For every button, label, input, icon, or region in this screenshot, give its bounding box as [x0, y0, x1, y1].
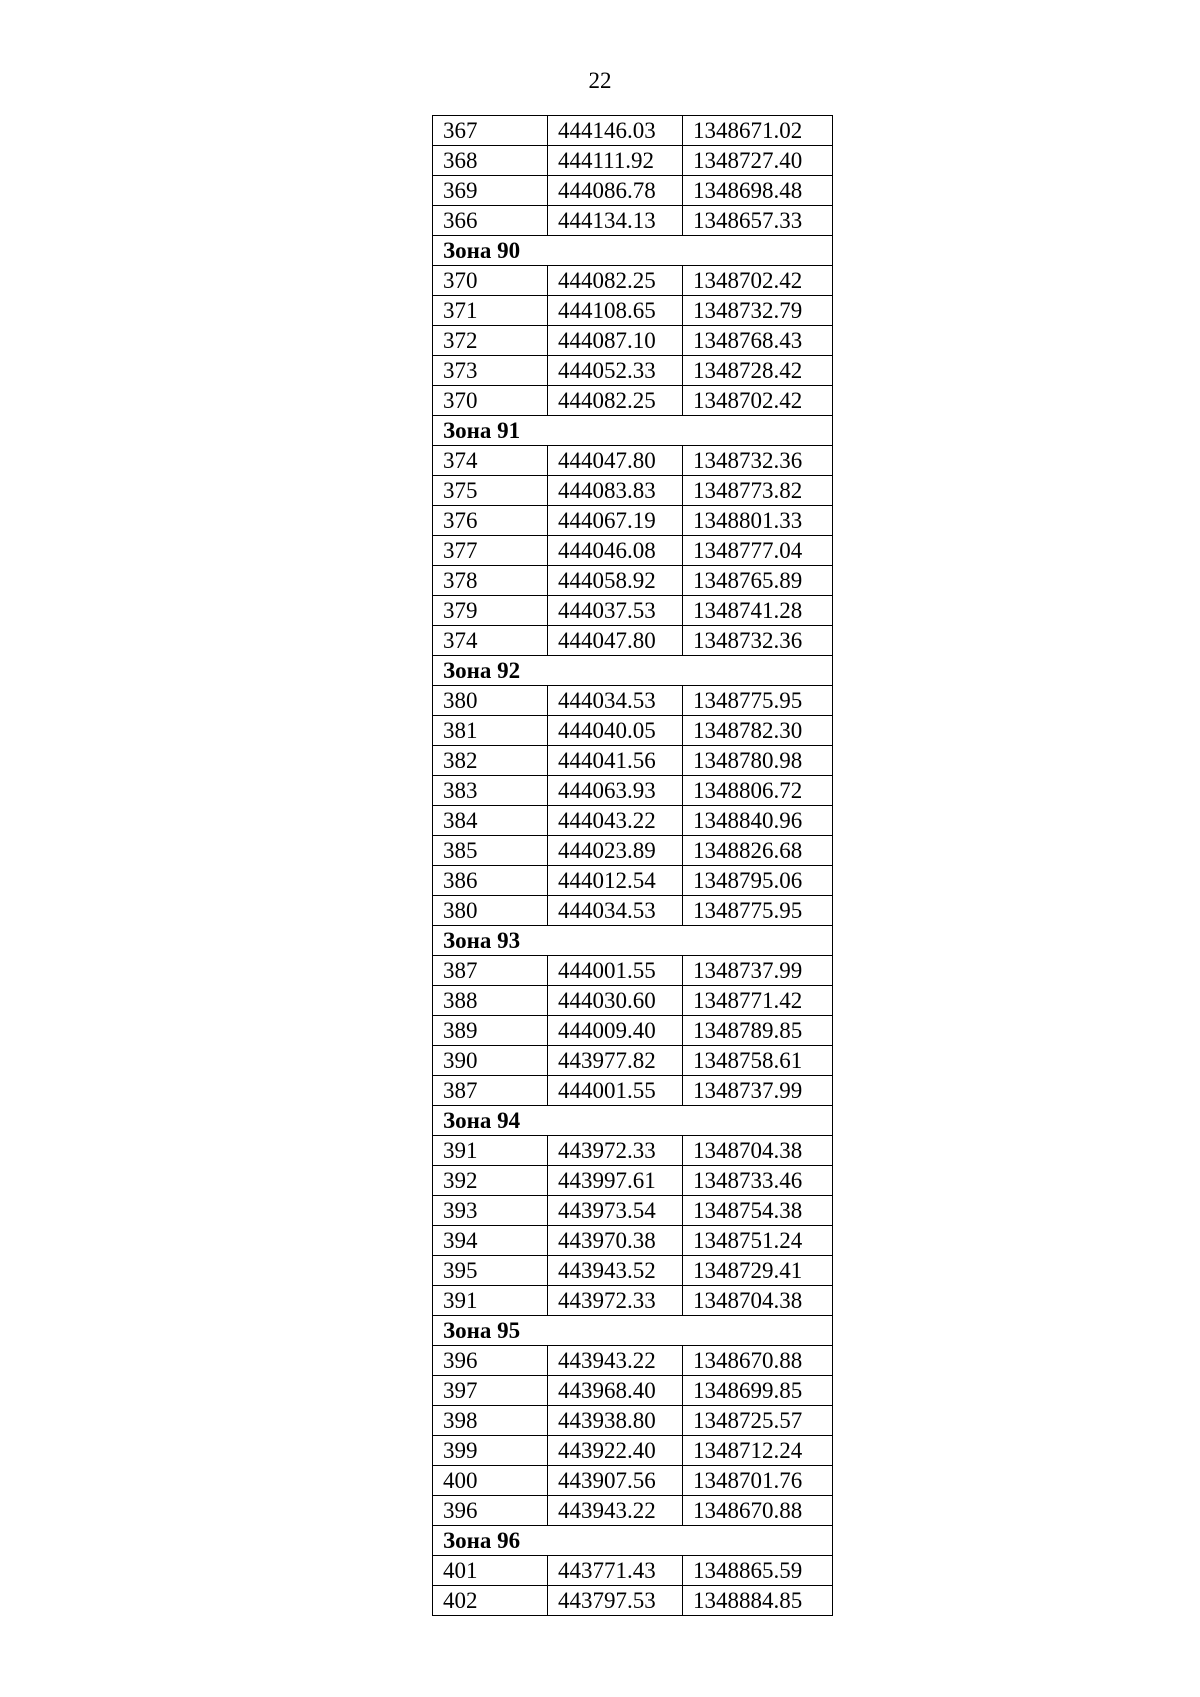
- x-coordinate-cell: 444047.80: [548, 446, 683, 476]
- zone-label: Зона 92: [433, 656, 833, 686]
- y-coordinate-cell: 1348701.76: [683, 1466, 833, 1496]
- y-coordinate-cell: 1348737.99: [683, 956, 833, 986]
- point-number-cell: 380: [433, 686, 548, 716]
- y-coordinate-cell: 1348789.85: [683, 1016, 833, 1046]
- x-coordinate-cell: 443938.80: [548, 1406, 683, 1436]
- x-coordinate-cell: 444067.19: [548, 506, 683, 536]
- point-number-cell: 402: [433, 1586, 548, 1616]
- y-coordinate-cell: 1348702.42: [683, 266, 833, 296]
- table-row: [433, 806, 833, 836]
- x-coordinate-cell: 443970.38: [548, 1226, 683, 1256]
- table-row: [433, 536, 833, 566]
- point-number-cell: 367: [433, 116, 548, 146]
- x-coordinate-cell: 444087.10: [548, 326, 683, 356]
- y-coordinate-cell: 1348775.95: [683, 896, 833, 926]
- y-coordinate-cell: 1348865.59: [683, 1556, 833, 1586]
- table-row: [433, 146, 833, 176]
- x-coordinate-cell: 443771.43: [548, 1556, 683, 1586]
- table-row: [433, 176, 833, 206]
- table-row: [433, 866, 833, 896]
- zone-header-row: [433, 416, 833, 446]
- point-number-cell: 371: [433, 296, 548, 326]
- table-row: [433, 746, 833, 776]
- y-coordinate-cell: 1348733.46: [683, 1166, 833, 1196]
- y-coordinate-cell: 1348671.02: [683, 116, 833, 146]
- point-number-cell: 399: [433, 1436, 548, 1466]
- table-row: [433, 296, 833, 326]
- zone-label: Зона 93: [433, 926, 833, 956]
- y-coordinate-cell: 1348699.85: [683, 1376, 833, 1406]
- x-coordinate-cell: 443797.53: [548, 1586, 683, 1616]
- table-row: [433, 686, 833, 716]
- table-row: [433, 1196, 833, 1226]
- point-number-cell: 391: [433, 1286, 548, 1316]
- x-coordinate-cell: 443943.22: [548, 1496, 683, 1526]
- y-coordinate-cell: 1348732.36: [683, 626, 833, 656]
- y-coordinate-cell: 1348775.95: [683, 686, 833, 716]
- point-number-cell: 396: [433, 1346, 548, 1376]
- y-coordinate-cell: 1348771.42: [683, 986, 833, 1016]
- x-coordinate-cell: 443973.54: [548, 1196, 683, 1226]
- point-number-cell: 374: [433, 446, 548, 476]
- x-coordinate-cell: 444082.25: [548, 266, 683, 296]
- y-coordinate-cell: 1348782.30: [683, 716, 833, 746]
- point-number-cell: 389: [433, 1016, 548, 1046]
- y-coordinate-cell: 1348732.36: [683, 446, 833, 476]
- y-coordinate-cell: 1348773.82: [683, 476, 833, 506]
- x-coordinate-cell: 444111.92: [548, 146, 683, 176]
- table-row: [433, 1136, 833, 1166]
- point-number-cell: 370: [433, 386, 548, 416]
- y-coordinate-cell: 1348884.85: [683, 1586, 833, 1616]
- table-row: [433, 566, 833, 596]
- point-number-cell: 387: [433, 956, 548, 986]
- x-coordinate-cell: 444047.80: [548, 626, 683, 656]
- x-coordinate-cell: 444030.60: [548, 986, 683, 1016]
- zone-label: Зона 90: [433, 236, 833, 266]
- x-coordinate-cell: 444034.53: [548, 896, 683, 926]
- y-coordinate-cell: 1348768.43: [683, 326, 833, 356]
- x-coordinate-cell: 444034.53: [548, 686, 683, 716]
- coordinates-table: [432, 115, 833, 1616]
- zone-label: Зона 91: [433, 416, 833, 446]
- y-coordinate-cell: 1348826.68: [683, 836, 833, 866]
- table-row: [433, 596, 833, 626]
- x-coordinate-cell: 444146.03: [548, 116, 683, 146]
- point-number-cell: 388: [433, 986, 548, 1016]
- y-coordinate-cell: 1348741.28: [683, 596, 833, 626]
- point-number-cell: 380: [433, 896, 548, 926]
- point-number-cell: 382: [433, 746, 548, 776]
- table-row: [433, 1076, 833, 1106]
- zone-header-row: [433, 1526, 833, 1556]
- x-coordinate-cell: 444023.89: [548, 836, 683, 866]
- table-row: [433, 1256, 833, 1286]
- y-coordinate-cell: 1348765.89: [683, 566, 833, 596]
- table-row: [433, 716, 833, 746]
- point-number-cell: 370: [433, 266, 548, 296]
- point-number-cell: 378: [433, 566, 548, 596]
- point-number-cell: 372: [433, 326, 548, 356]
- y-coordinate-cell: 1348780.98: [683, 746, 833, 776]
- point-number-cell: 381: [433, 716, 548, 746]
- y-coordinate-cell: 1348704.38: [683, 1286, 833, 1316]
- x-coordinate-cell: 444043.22: [548, 806, 683, 836]
- y-coordinate-cell: 1348737.99: [683, 1076, 833, 1106]
- table-row: [433, 1406, 833, 1436]
- y-coordinate-cell: 1348777.04: [683, 536, 833, 566]
- x-coordinate-cell: 444063.93: [548, 776, 683, 806]
- point-number-cell: 401: [433, 1556, 548, 1586]
- y-coordinate-cell: 1348657.33: [683, 206, 833, 236]
- zone-label: Зона 96: [433, 1526, 833, 1556]
- y-coordinate-cell: 1348702.42: [683, 386, 833, 416]
- zone-header-row: [433, 926, 833, 956]
- point-number-cell: 366: [433, 206, 548, 236]
- table-row: [433, 506, 833, 536]
- table-row: [433, 986, 833, 1016]
- table-row: [433, 1496, 833, 1526]
- x-coordinate-cell: 444001.55: [548, 956, 683, 986]
- point-number-cell: 398: [433, 1406, 548, 1436]
- zone-label: Зона 95: [433, 1316, 833, 1346]
- table-row: [433, 956, 833, 986]
- y-coordinate-cell: 1348704.38: [683, 1136, 833, 1166]
- x-coordinate-cell: 444108.65: [548, 296, 683, 326]
- point-number-cell: 375: [433, 476, 548, 506]
- y-coordinate-cell: 1348758.61: [683, 1046, 833, 1076]
- x-coordinate-cell: 444052.33: [548, 356, 683, 386]
- y-coordinate-cell: 1348754.38: [683, 1196, 833, 1226]
- point-number-cell: 385: [433, 836, 548, 866]
- table-row: [433, 266, 833, 296]
- point-number-cell: 396: [433, 1496, 548, 1526]
- x-coordinate-cell: 443972.33: [548, 1286, 683, 1316]
- zone-header-row: [433, 1316, 833, 1346]
- point-number-cell: 377: [433, 536, 548, 566]
- table-row: [433, 356, 833, 386]
- table-row: [433, 1376, 833, 1406]
- x-coordinate-cell: 444040.05: [548, 716, 683, 746]
- y-coordinate-cell: 1348727.40: [683, 146, 833, 176]
- table-row: [433, 1466, 833, 1496]
- x-coordinate-cell: 444058.92: [548, 566, 683, 596]
- table-row: [433, 326, 833, 356]
- point-number-cell: 386: [433, 866, 548, 896]
- table-row: [433, 386, 833, 416]
- y-coordinate-cell: 1348795.06: [683, 866, 833, 896]
- x-coordinate-cell: 443922.40: [548, 1436, 683, 1466]
- y-coordinate-cell: 1348732.79: [683, 296, 833, 326]
- page-number: 22: [588, 68, 612, 93]
- x-coordinate-cell: 444083.83: [548, 476, 683, 506]
- x-coordinate-cell: 444037.53: [548, 596, 683, 626]
- x-coordinate-cell: 443968.40: [548, 1376, 683, 1406]
- y-coordinate-cell: 1348728.42: [683, 356, 833, 386]
- zone-header-row: [433, 656, 833, 686]
- x-coordinate-cell: 444046.08: [548, 536, 683, 566]
- point-number-cell: 400: [433, 1466, 548, 1496]
- y-coordinate-cell: 1348725.57: [683, 1406, 833, 1436]
- point-number-cell: 374: [433, 626, 548, 656]
- x-coordinate-cell: 444082.25: [548, 386, 683, 416]
- y-coordinate-cell: 1348698.48: [683, 176, 833, 206]
- x-coordinate-cell: 444134.13: [548, 206, 683, 236]
- point-number-cell: 395: [433, 1256, 548, 1286]
- table-row: [433, 116, 833, 146]
- y-coordinate-cell: 1348806.72: [683, 776, 833, 806]
- table-row: [433, 626, 833, 656]
- x-coordinate-cell: 443997.61: [548, 1166, 683, 1196]
- table-row: [433, 1286, 833, 1316]
- y-coordinate-cell: 1348712.24: [683, 1436, 833, 1466]
- x-coordinate-cell: 443943.52: [548, 1256, 683, 1286]
- point-number-cell: 393: [433, 1196, 548, 1226]
- zone-header-row: [433, 236, 833, 266]
- point-number-cell: 383: [433, 776, 548, 806]
- point-number-cell: 376: [433, 506, 548, 536]
- x-coordinate-cell: 444012.54: [548, 866, 683, 896]
- table-row: [433, 1586, 833, 1616]
- point-number-cell: 390: [433, 1046, 548, 1076]
- x-coordinate-cell: 444086.78: [548, 176, 683, 206]
- table-row: [433, 446, 833, 476]
- point-number-cell: 397: [433, 1376, 548, 1406]
- x-coordinate-cell: 443943.22: [548, 1346, 683, 1376]
- table-row: [433, 1046, 833, 1076]
- table-row: [433, 1226, 833, 1256]
- x-coordinate-cell: 443907.56: [548, 1466, 683, 1496]
- x-coordinate-cell: 444001.55: [548, 1076, 683, 1106]
- point-number-cell: 369: [433, 176, 548, 206]
- table-row: [433, 206, 833, 236]
- x-coordinate-cell: 444041.56: [548, 746, 683, 776]
- point-number-cell: 368: [433, 146, 548, 176]
- coordinates-table-body: [433, 116, 833, 1616]
- table-row: [433, 896, 833, 926]
- point-number-cell: 373: [433, 356, 548, 386]
- zone-label: Зона 94: [433, 1106, 833, 1136]
- y-coordinate-cell: 1348751.24: [683, 1226, 833, 1256]
- y-coordinate-cell: 1348729.41: [683, 1256, 833, 1286]
- point-number-cell: 387: [433, 1076, 548, 1106]
- table-row: [433, 1556, 833, 1586]
- table-row: [433, 1436, 833, 1466]
- point-number-cell: 384: [433, 806, 548, 836]
- y-coordinate-cell: 1348801.33: [683, 506, 833, 536]
- x-coordinate-cell: 443977.82: [548, 1046, 683, 1076]
- table-row: [433, 776, 833, 806]
- table-row: [433, 1346, 833, 1376]
- y-coordinate-cell: 1348670.88: [683, 1346, 833, 1376]
- point-number-cell: 392: [433, 1166, 548, 1196]
- point-number-cell: 379: [433, 596, 548, 626]
- x-coordinate-cell: 443972.33: [548, 1136, 683, 1166]
- table-row: [433, 1016, 833, 1046]
- y-coordinate-cell: 1348840.96: [683, 806, 833, 836]
- zone-header-row: [433, 1106, 833, 1136]
- x-coordinate-cell: 444009.40: [548, 1016, 683, 1046]
- point-number-cell: 394: [433, 1226, 548, 1256]
- y-coordinate-cell: 1348670.88: [683, 1496, 833, 1526]
- table-row: [433, 476, 833, 506]
- point-number-cell: 391: [433, 1136, 548, 1166]
- table-row: [433, 836, 833, 866]
- table-row: [433, 1166, 833, 1196]
